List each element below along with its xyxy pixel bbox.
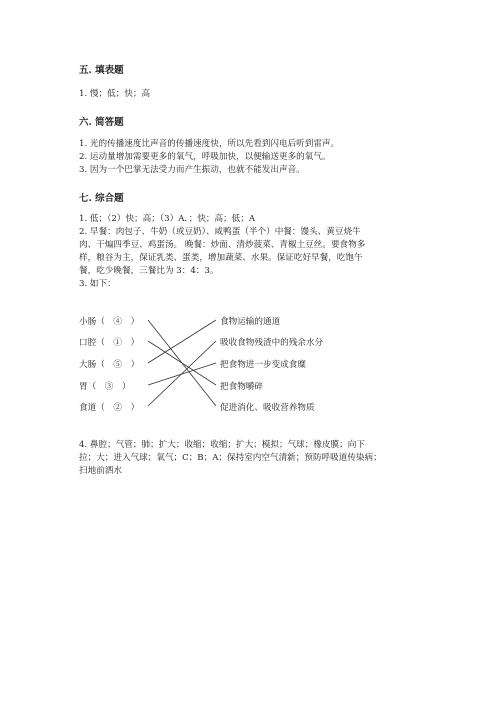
match-right-4: 把食物嚼碎 bbox=[220, 382, 263, 392]
section-7-q4-line-1: 4. 鼻腔；气管；肺；扩大；收缩；收缩；扩大；模拟；气球；橡皮膜；向下 bbox=[79, 440, 365, 450]
match-right-1: 食物运输的通道 bbox=[220, 317, 281, 327]
section-6-answer-3: 3. 因为一个巴掌无法受力而产生振动，也就不能发出声音。 bbox=[79, 165, 305, 175]
section-6-answer-2: 2. 运动量增加需要更多的氧气，呼吸加快，以便输送更多的氧气。 bbox=[79, 152, 331, 162]
match-line-large-intestine bbox=[148, 320, 216, 363]
section-7-line-6: 3. 如下： bbox=[79, 279, 116, 289]
match-right-2: 吸收食物残渣中的残余水分 bbox=[220, 338, 324, 348]
section-7-line-4: 样，粮谷为主，保证乳类、蛋类，增加蔬菜、水果。保证吃好早餐，吃饱午 bbox=[79, 253, 363, 263]
match-left-1: 小肠（ ④ ） bbox=[79, 317, 140, 327]
section-7-q4-line-2: 拉；大；进入气球；氧气；C；B；A；保持室内空气清新；预防呼吸道传染病； bbox=[79, 453, 382, 463]
section-5-answer: 1. 慢；低；快；高 bbox=[79, 89, 151, 99]
match-left-4: 胃（ ③ ） bbox=[79, 382, 131, 392]
match-right-3: 把食物进一步变成食糜 bbox=[220, 360, 306, 370]
section-7-line-1: 1. 低；（2）快；高；（3）A．；快；高；低；A bbox=[79, 214, 256, 224]
match-line-esophagus bbox=[148, 341, 216, 406]
match-line-mouth bbox=[148, 341, 216, 385]
section-7-q4-line-3: 扫地前洒水 bbox=[79, 466, 122, 476]
section-7-line-5: 餐，吃少晚餐，三餐比为 3：4：3。 bbox=[79, 266, 219, 276]
section-7-line-3: 肉、干煸四季豆、鸡蛋汤。 晚餐：炒面、清炒菠菜、青椒土豆丝。要食物多 bbox=[79, 240, 366, 250]
match-right-5: 促进消化、吸收营养物质 bbox=[220, 403, 315, 413]
section-6-answer-1: 1. 光的传播速度比声音的传播速度快，所以先看到闪电后听到雷声。 bbox=[79, 139, 340, 149]
match-left-5: 食道（ ② ） bbox=[79, 403, 140, 413]
section-6-title: 六. 简答题 bbox=[79, 117, 124, 128]
section-7-title: 七. 综合题 bbox=[79, 193, 124, 204]
section-5-title: 五. 填表题 bbox=[79, 65, 124, 76]
match-left-3: 大肠（ ⑤ ） bbox=[79, 360, 140, 370]
match-left-2: 口腔（ ① ） bbox=[79, 338, 140, 348]
section-7-line-2: 2. 早餐：肉包子、牛奶（或豆奶）、咸鸭蛋（半个）中餐：馒头、黄豆烧牛 bbox=[79, 227, 361, 237]
